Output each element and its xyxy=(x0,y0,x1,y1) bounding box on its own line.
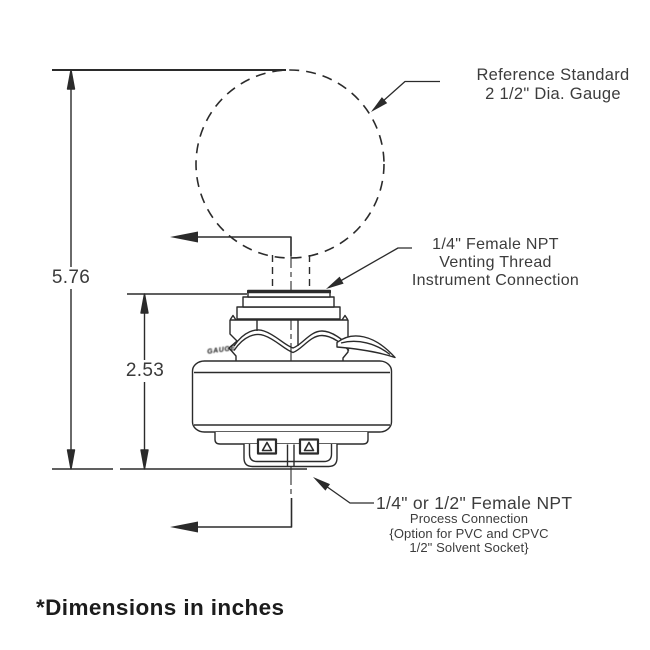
instrument-adapter xyxy=(237,291,340,320)
reference-gauge-label-line1: Reference Standard xyxy=(476,66,630,84)
vent-flow-arrow xyxy=(170,232,291,257)
vent-label-line3: Instrument Connection xyxy=(411,271,580,289)
process-sublabel-line2: {Option for PVC and CPVC xyxy=(389,525,549,541)
lower-flange xyxy=(215,432,368,444)
vent-label-line2: Venting Thread xyxy=(439,253,552,271)
seat-height-dimension-label: 2.53 xyxy=(122,360,168,382)
reference-gauge-circle xyxy=(196,70,384,258)
overall-height-dimension-label: 5.76 xyxy=(48,267,94,289)
dimension-arrow-down-icon xyxy=(141,450,148,469)
flow-arrowhead-left-icon xyxy=(170,232,198,243)
vent-connection-label xyxy=(393,236,598,289)
leader-arrowhead-icon xyxy=(313,477,330,491)
leader-process-connection xyxy=(313,477,374,503)
guard-body xyxy=(193,361,392,432)
dimension-arrow-down-icon xyxy=(68,450,75,469)
dimensions-footnote: *Dimensions in inches xyxy=(36,595,285,620)
vent-label-line1: 1/4" Female NPT xyxy=(432,236,559,253)
process-connection-label: 1/4" or 1/2" Female NPT xyxy=(376,493,573,513)
leader-arrowhead-icon xyxy=(326,277,344,289)
brand-marking: GAUGE xyxy=(206,344,237,356)
collar xyxy=(229,316,349,362)
process-connection-sublabel xyxy=(369,512,569,556)
reference-gauge-label-line2: 2 1/2" Dia. Gauge xyxy=(485,85,621,103)
dimension-arrow-up-icon xyxy=(68,70,75,89)
process-sublabel-line1: Process Connection xyxy=(409,511,529,526)
reference-gauge-label xyxy=(450,66,650,104)
process-sublabel-line3: 1/2" Solvent Socket} xyxy=(409,540,529,556)
leader-reference-gauge xyxy=(371,82,440,113)
process-flow-arrow xyxy=(170,498,292,533)
dimension-arrow-up-icon xyxy=(141,294,148,313)
flow-arrowhead-left-icon xyxy=(170,522,198,533)
